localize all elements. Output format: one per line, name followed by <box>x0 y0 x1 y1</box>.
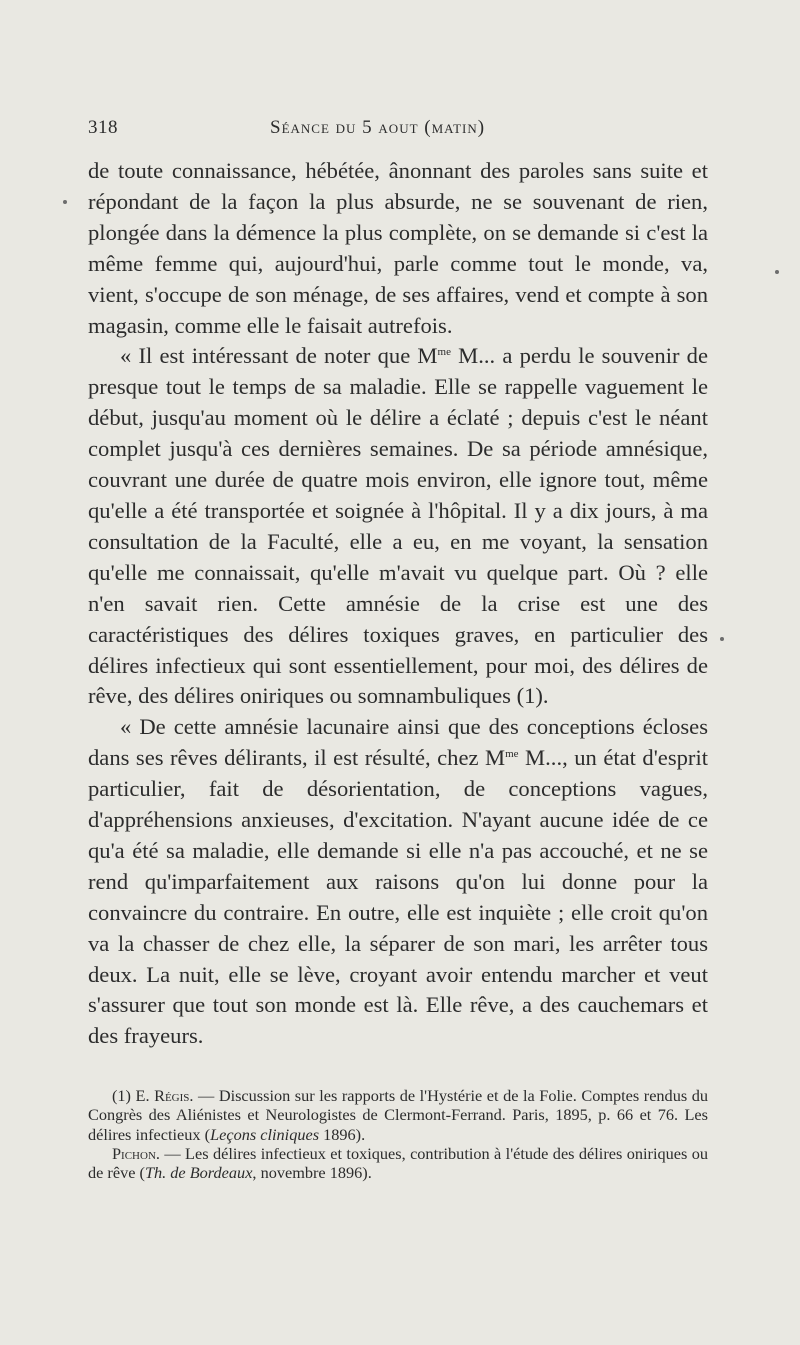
footnotes <box>88 1086 708 1182</box>
footnote-2-author: Pichon <box>112 1143 156 1163</box>
paper-speck <box>775 270 779 274</box>
superscript-me: me <box>437 346 451 359</box>
paragraph-3-text-b: M..., un état d'esprit particulier, fait de désorientation, de conceptions vagues, d'appréhensions anxieuses, d'excitation. N'ayant aucune idée de ce qu'a été sa maladie, elle demande si elle n'a pas accouché, et ne se rend qu'imparfaitement aux raisons qu'on lui donne pour la convaincre du contraire. En outre, elle est inquiète ; elle croit qu'on va la chasser de chez elle, la séparer de son mari, les arrêter tous deux. La nuit, elle se lève, croyant avoir entendu marcher et veut s'assurer que tout son monde est là. Elle rêve, a des cauchemars et des frayeurs. <box>88 745 708 1049</box>
footnote-1-title: Leçons cliniques <box>210 1124 320 1144</box>
paragraph-1 <box>88 156 708 341</box>
superscript-me: me <box>505 748 519 761</box>
page-number: 318 <box>88 117 118 138</box>
footnote-1-text-a: . — Discussion sur les rapports de l'Hystérie et de la Folie. Comptes rendus du Congrès des Aliénistes et Neurologistes de Clermont-Ferrand. Paris, 1895, p. 66 et 76. Les délires infectieux ( <box>88 1086 708 1144</box>
footnote-2-title: Th. de Bordeaux <box>144 1163 253 1183</box>
header-title: Séance du 5 aout (matin) <box>270 117 486 138</box>
footnote-2 <box>88 1144 708 1183</box>
paragraph-2-text-a: « Il est intéressant de noter que M <box>120 343 438 369</box>
paragraph-2-text-b: M... a perdu le souvenir de presque tout le temps de sa maladie. Elle se rappelle vaguement le début, jusqu'au moment où le délire a éclaté ; depuis c'est le néant complet jusqu'à ces dernières semaines. De sa période amnésique, couvrant une durée de quatre mois environ, elle ignore tout, même qu'elle a été transportée et soignée à l'hôpital. Il y a dix jours, à ma consultation de la Faculté, elle a eu, en me voyant, la sensation qu'elle me connaissait, qu'elle m'avait vu quelque part. Où ? elle n'en savait rien. Cette amnésie de la crise est une des caractéristiques des délires toxiques graves, en particulier des délires infectieux qui sont essentiellement, pour moi, des délires de rêve, des délires oniriques ou somnambuliques (1). <box>88 343 708 709</box>
paragraph-3 <box>88 712 708 1052</box>
paragraph-2 <box>88 341 708 712</box>
running-head <box>88 117 708 145</box>
footnote-1 <box>88 1086 708 1144</box>
paragraph-3-text-a: « De cette amnésie lacunaire ainsi que des conceptions écloses dans ses rêves délirants, il est résulté, chez M <box>88 714 708 771</box>
paper-speck <box>720 637 724 641</box>
footnote-1-author: Régis <box>154 1086 190 1105</box>
footnote-1-marker: (1) E. <box>112 1086 155 1105</box>
footnote-1-text-b: 1896). <box>319 1124 366 1144</box>
body-text <box>88 156 708 1052</box>
footnote-2-text-a: . — Les délires infectieux et toxiques, contribution à l'étude des délires oniriques ou de rêve ( <box>88 1143 708 1183</box>
paragraph-1-text: de toute connaissance, hébétée, ânonnant des paroles sans suite et répondant de la façon la plus absurde, ne se souvenant de rien, plongée dans la démence la plus complète, on se demande si c'est la même femme qui, aujourd'hui, parle comme tout le monde, va, vient, s'occupe de son ménage, de ses affaires, vend et compte à son magasin, comme elle le faisait autrefois. <box>88 158 708 338</box>
footnote-2-text-b: , novembre 1896). <box>252 1163 372 1183</box>
paper-speck <box>63 200 67 204</box>
